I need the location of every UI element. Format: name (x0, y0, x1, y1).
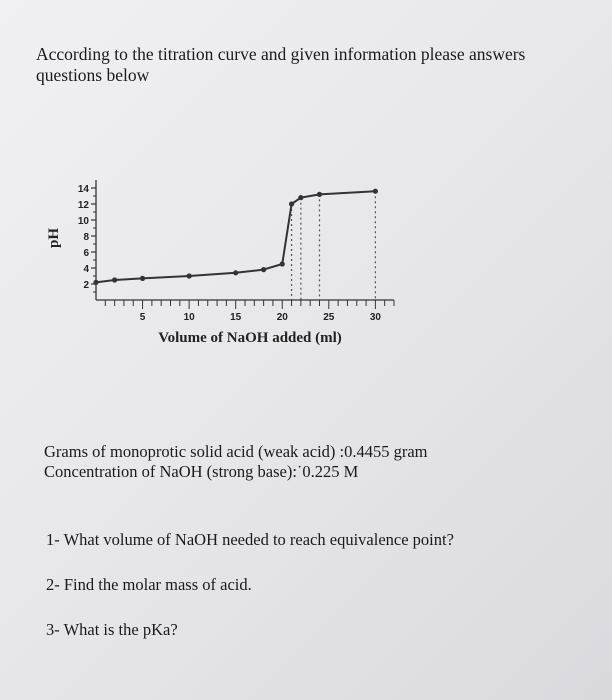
intro-text (36, 44, 591, 86)
question-3: 3- What is the pKa? (46, 620, 178, 639)
x-tick-label: 25 (323, 312, 335, 323)
series-line (96, 191, 375, 282)
question-2: 2- Find the molar mass of acid. (46, 575, 252, 594)
y-tick-label: 6 (83, 248, 89, 259)
data-point (280, 261, 285, 266)
question-1: 1- What volume of NaOH needed to reach equivalence point? (46, 530, 454, 549)
data-point (140, 276, 145, 281)
y-tick-label: 4 (83, 264, 89, 275)
x-tick-label: 15 (230, 312, 242, 323)
x-ticks (105, 300, 394, 323)
y-tick-label: 14 (77, 184, 89, 195)
data-point (187, 273, 192, 278)
intro-line-1: According to the titration curve and given information please answers (36, 44, 526, 64)
data-point (298, 195, 303, 200)
y-tick-label: 8 (83, 232, 89, 243)
x-tick-label: 20 (276, 312, 288, 323)
y-tick-label: 10 (77, 216, 89, 227)
acid-mass-line: Grams of monoprotic solid acid (weak acid) :0.4455 gram (44, 442, 428, 461)
titration-series (93, 189, 378, 285)
x-tick-label: 5 (139, 312, 146, 323)
naoh-concentration-line: Concentration of NaOH (strong base):˙0.225 M (44, 462, 359, 481)
titration-chart (44, 172, 404, 372)
y-ticks (78, 184, 96, 292)
data-point (289, 201, 294, 206)
given-info (44, 442, 584, 482)
dashed-guides (292, 191, 376, 300)
data-point (261, 267, 266, 272)
x-axis-label: Volume of NaOH added (ml) (158, 330, 342, 346)
y-tick-label: 12 (77, 200, 89, 211)
data-point (112, 277, 117, 282)
y-tick-label: 2 (83, 280, 89, 291)
data-point (233, 270, 238, 275)
data-point (373, 189, 378, 194)
data-point (317, 192, 322, 197)
x-tick-label: 30 (369, 312, 381, 323)
y-axis-label: pH (46, 227, 62, 249)
data-point (93, 280, 98, 285)
x-tick-label: 10 (183, 312, 195, 323)
intro-line-2: questions below (36, 65, 150, 85)
